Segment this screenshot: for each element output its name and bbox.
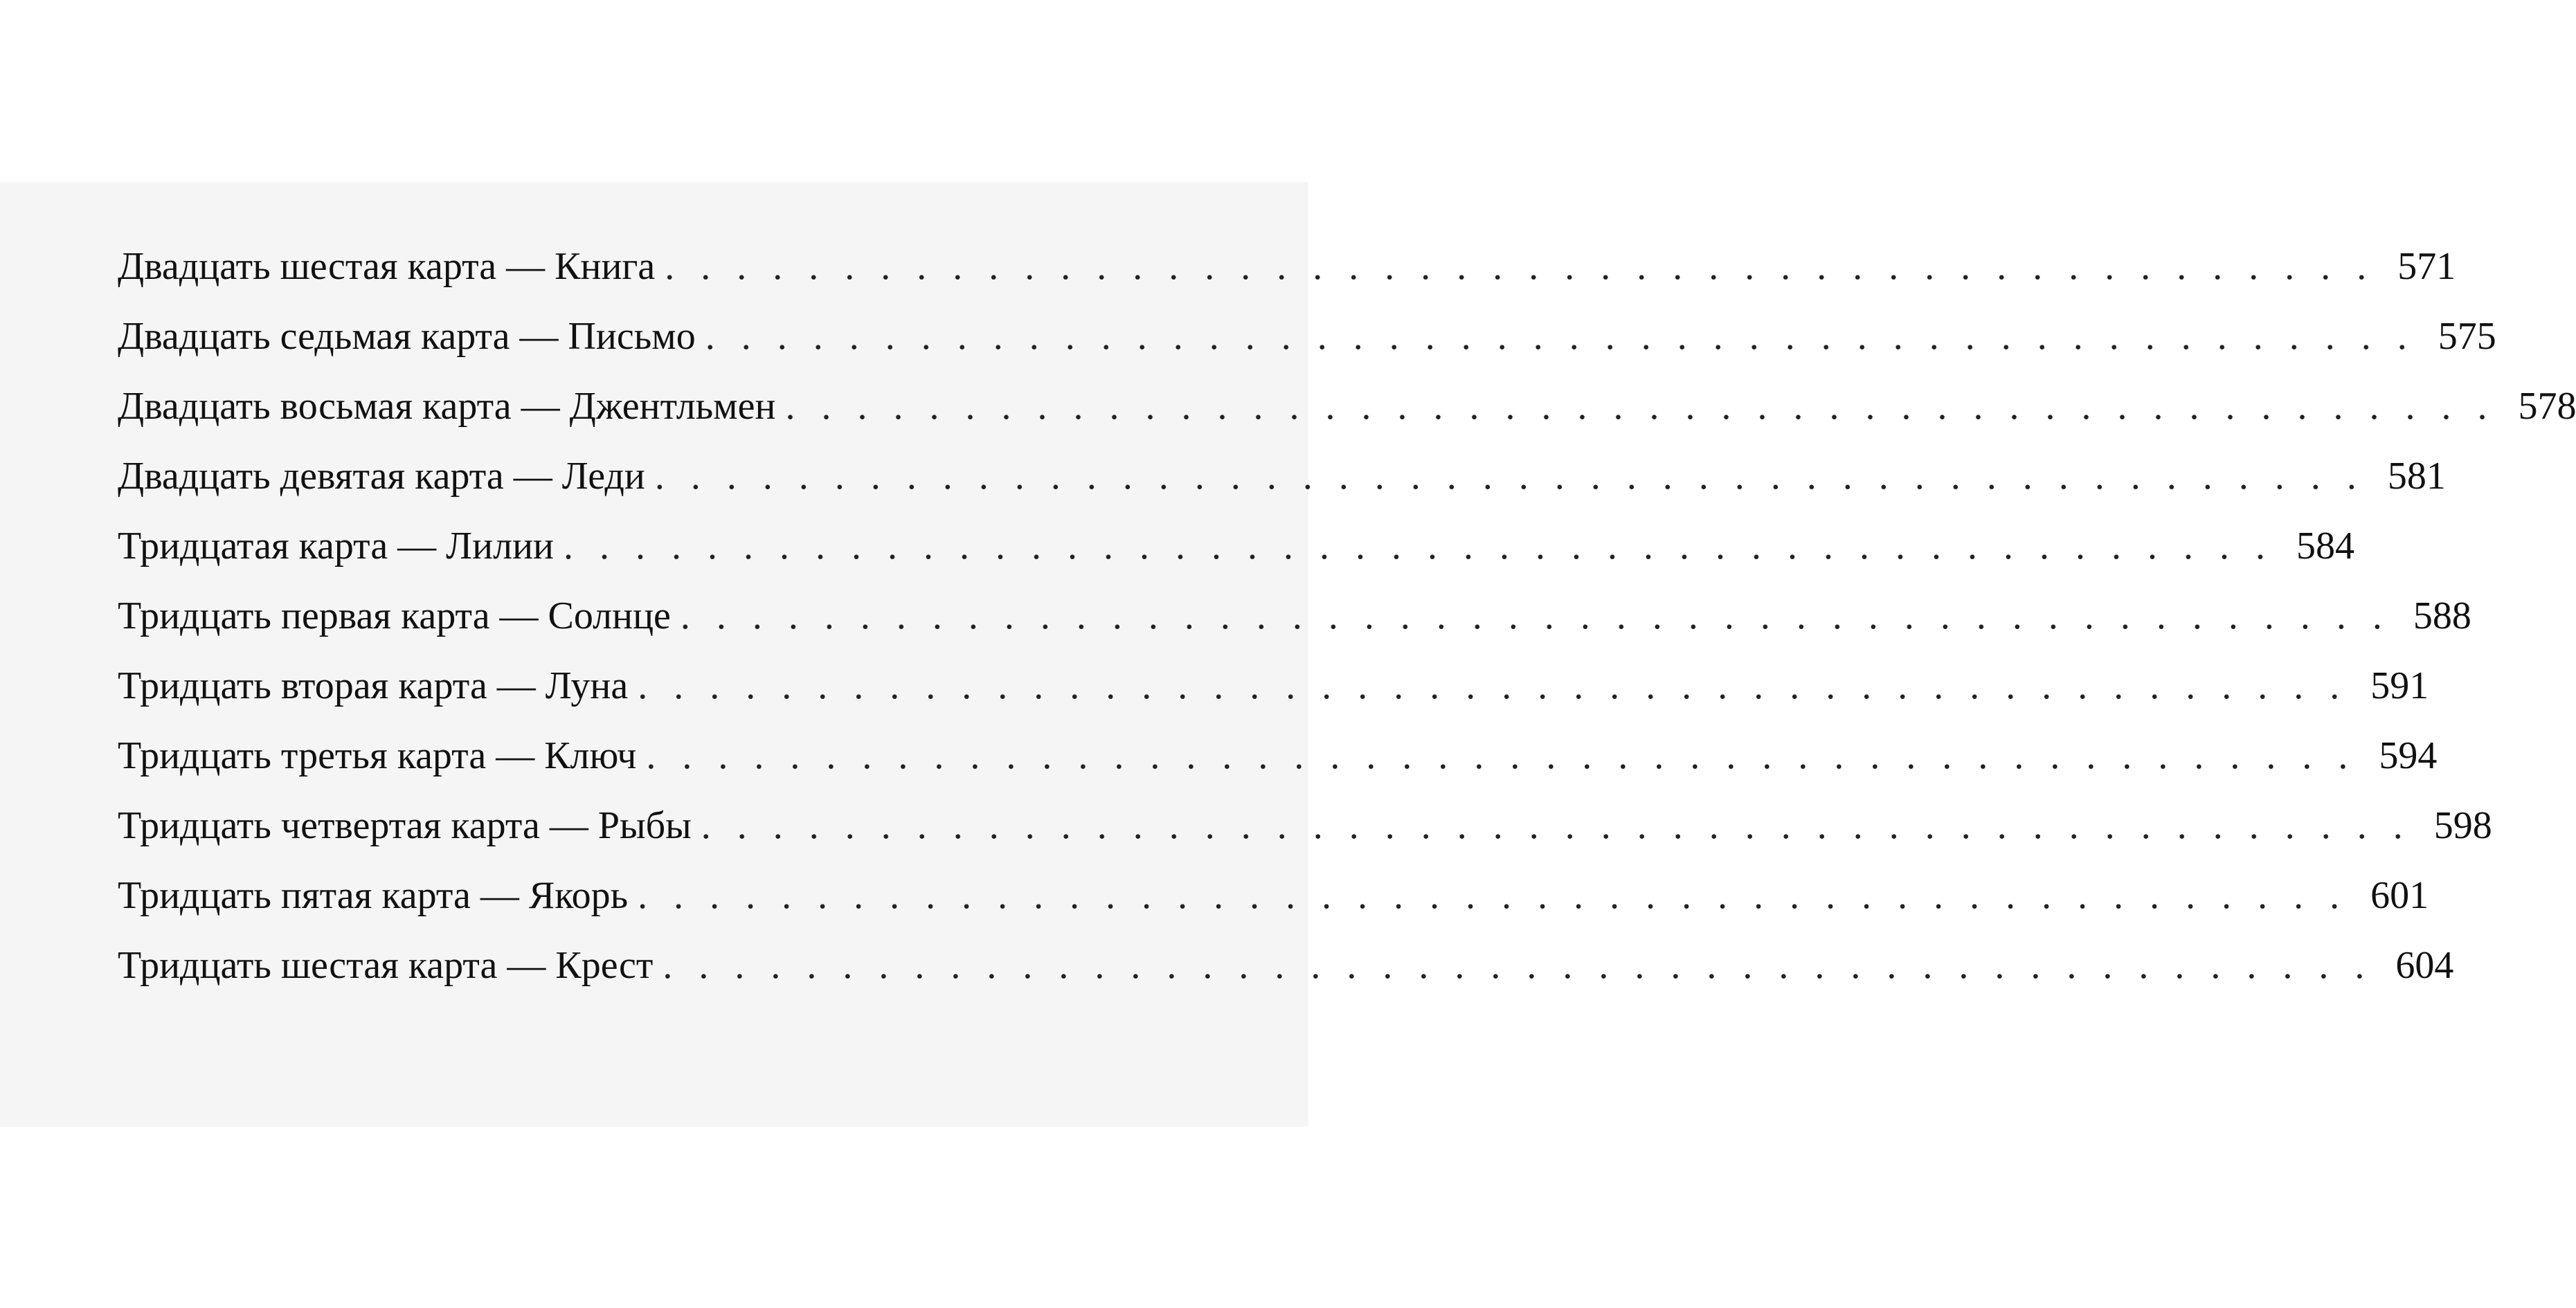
toc-entry-page: 588 — [2413, 594, 2471, 637]
toc-dot-leader: . . . . . . . . . . . . . . . . . . . . . . . . . . . . . . . . . . . . . . . . . . . . . . . . — [680, 594, 2390, 637]
toc-entry-page: 584 — [2296, 525, 2354, 567]
toc-entry-title: Тридцать третья карта — Ключ — [118, 734, 637, 777]
toc-dot-leader: . . . . . . . . . . . . . . . . . . . . . . . . . . . . . . . . . . . . . . . . . . . . . . . . — [665, 245, 2375, 288]
toc-entry — [118, 943, 2454, 1013]
toc-entry — [118, 734, 2438, 803]
toc-entry — [118, 384, 2576, 454]
toc-entry-title: Двадцать седьмая карта — Письмо — [118, 315, 696, 358]
toc-entry — [118, 524, 2354, 594]
toc-entry-title: Тридцать четвертая карта — Рыбы — [118, 804, 692, 847]
toc-dot-leader: . . . . . . . . . . . . . . . . . . . . . . . . . . . . . . . . . . . . . . . . . . . . . . . . — [663, 944, 2373, 987]
toc-entry-page: 581 — [2387, 455, 2446, 498]
toc-dot-leader: . . . . . . . . . . . . . . . . . . . . . . . . . . . . . . . . . . . . . . . . . . . . . . . . — [785, 385, 2496, 428]
toc-dot-leader: . . . . . . . . . . . . . . . . . . . . . . . . . . . . . . . . . . . . . . . . . . . . . . . . — [701, 804, 2411, 847]
toc-entry-page: 575 — [2438, 315, 2496, 358]
toc-entry — [118, 803, 2492, 873]
toc-dot-leader: . . . . . . . . . . . . . . . . . . . . . . . . . . . . . . . . . . . . . . . . . . . . . . . . — [564, 525, 2273, 567]
toc-entry-title: Тридцать первая карта — Солнце — [118, 594, 671, 637]
toc-entry — [118, 594, 2471, 664]
toc-entry — [118, 454, 2446, 524]
toc-entry — [118, 664, 2429, 734]
toc-entry-title: Тридцать пятая карта — Якорь — [118, 874, 629, 917]
toc-dot-leader: . . . . . . . . . . . . . . . . . . . . . . . . . . . . . . . . . . . . . . . . . . . . . . . . — [654, 455, 2365, 498]
toc-dot-leader: . . . . . . . . . . . . . . . . . . . . . . . . . . . . . . . . . . . . . . . . . . . . . . . . — [638, 664, 2348, 707]
toc-entry-title: Двадцать шестая карта — Книга — [118, 245, 656, 288]
toc-entry-page: 594 — [2379, 734, 2438, 777]
toc-entry — [118, 314, 2496, 384]
toc-entry-page: 591 — [2370, 664, 2429, 707]
toc-entry-page: 604 — [2395, 944, 2454, 987]
book-page — [0, 182, 2576, 1127]
toc-entry-page: 598 — [2433, 804, 2492, 847]
toc-entry — [118, 244, 2456, 314]
toc-entry-title: Двадцать девятая карта — Леди — [118, 455, 645, 498]
toc-entry-title: Тридцать шестая карта — Крест — [118, 944, 654, 987]
toc-entry-page: 571 — [2397, 245, 2456, 288]
toc-dot-leader: . . . . . . . . . . . . . . . . . . . . . . . . . . . . . . . . . . . . . . . . . . . . . . . . — [638, 874, 2348, 917]
toc-entry-page: 578 — [2518, 385, 2576, 428]
toc-entry-title: Тридцать вторая карта — Луна — [118, 664, 629, 707]
toc-entry-page: 601 — [2370, 874, 2429, 917]
toc-entry — [118, 873, 2429, 943]
toc-dot-leader: . . . . . . . . . . . . . . . . . . . . . . . . . . . . . . . . . . . . . . . . . . . . . . . . — [705, 315, 2415, 358]
toc-dot-leader: . . . . . . . . . . . . . . . . . . . . . . . . . . . . . . . . . . . . . . . . . . . . . . . . — [646, 734, 2357, 777]
toc-entry-title: Тридцатая карта — Лилии — [118, 525, 554, 567]
table-of-contents — [118, 244, 2576, 1013]
toc-entry-title: Двадцать восьмая карта — Джентльмен — [118, 385, 776, 428]
